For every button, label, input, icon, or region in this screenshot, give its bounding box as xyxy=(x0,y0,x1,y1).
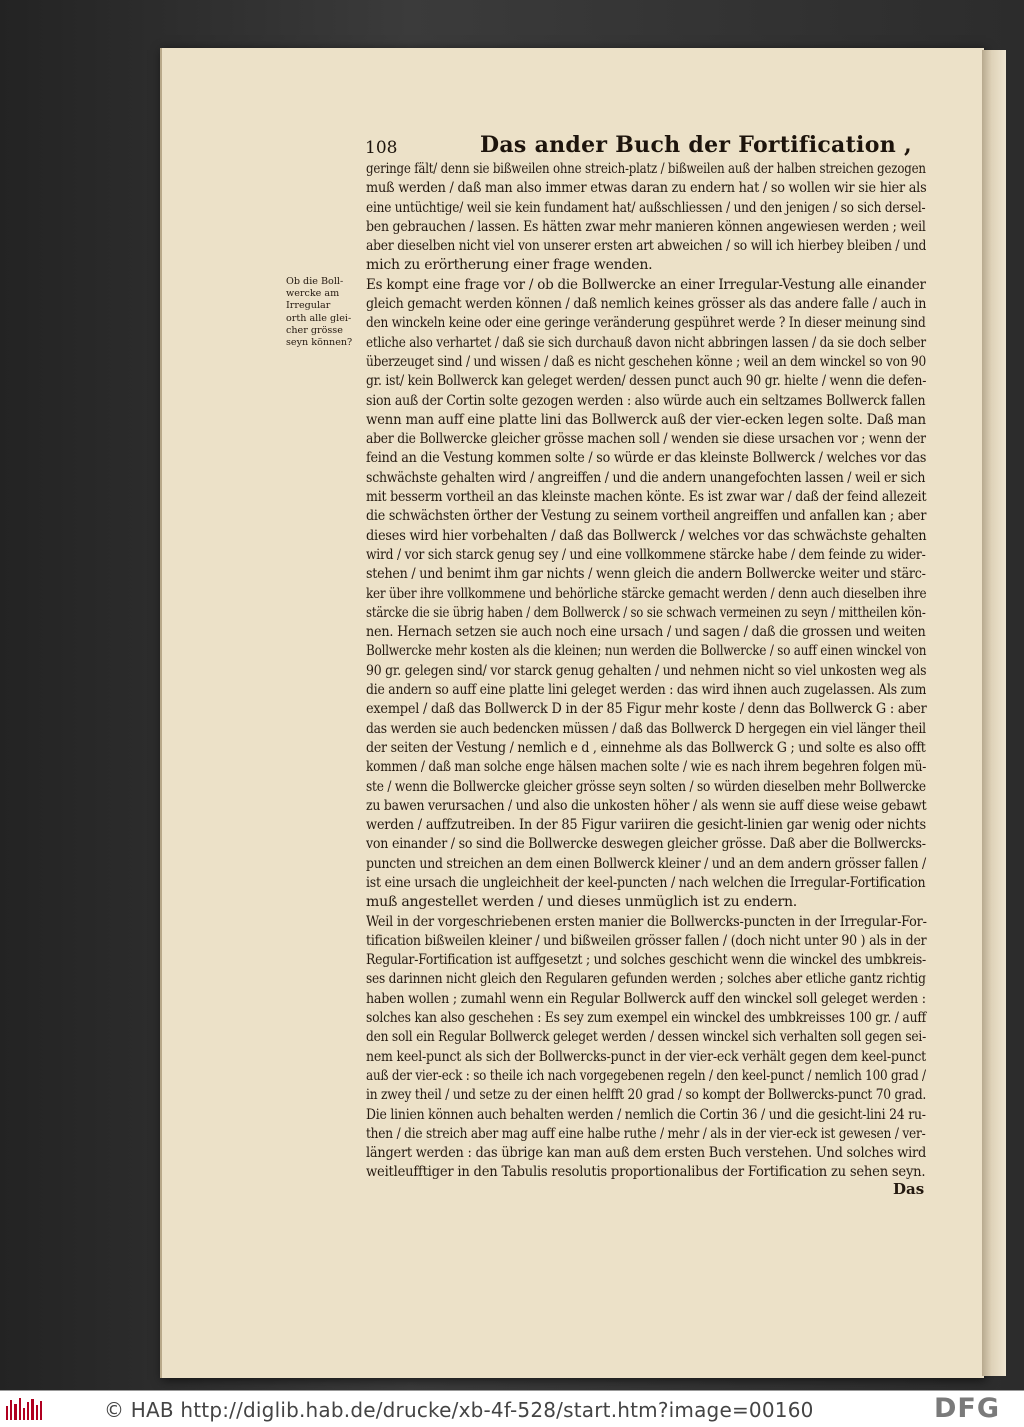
text-line: Es kompt eine frage vor / ob die Bollwercke an einer Irregular-Vestung alle einander xyxy=(366,276,926,293)
margin-note-line: Ob die Boll- xyxy=(286,276,344,287)
text-line: Weil in der vorgeschriebenen ersten manier die Bollwercks-puncten in der Irregular-For- xyxy=(366,913,927,930)
text-line: längert werden : das übrige kan man auß dem ersten Buch verstehen. Und solches wird xyxy=(366,1145,927,1162)
text-line: ste / wenn die Bollwercke gleicher grösse seyn solten / so würden dieselben mehr Bollwercke xyxy=(366,778,926,795)
text-line: geringe fält/ denn sie bißweilen ohne streich-platz / bißweilen auß der halben streichen gezogen xyxy=(366,161,926,177)
text-line: Regular-Fortification ist auffgesetzt ; und solches geschicht wenn die winckel des umbkreis- xyxy=(366,952,927,969)
text-line: aber die Bollwercke gleicher grösse machen soll / wenden sie diese ursachen vor ; wenn der xyxy=(366,431,926,448)
text-line: Die linien können auch behalten werden / nemlich die Cortin 36 / und die gesicht-lini 24 ru- xyxy=(366,1106,926,1123)
text-line: schwächste gehalten wird / angreiffen / und die andern unangefochten lassen / weil er sich xyxy=(366,469,926,486)
text-line: ses darinnen nicht gleich den Regularen gefunden werden ; solches aber etliche gantz richtig xyxy=(366,971,926,988)
page-edge xyxy=(982,50,1006,1376)
text-line: Bollwercke mehr kosten als die kleinen; nun werden die Bollwercke / so auff einen winckel von xyxy=(366,643,927,660)
text-line: aber dieselben nicht viel von unserer ersten art abweichen / so will ich hierbey bleiben / und xyxy=(366,238,927,255)
text-line: then / die streich aber mag auff eine halbe ruthe / mehr / als in der vier-eck ist gewesen / ver- xyxy=(366,1125,926,1142)
text-line: ist eine ursach die ungleichheit der keel-puncten / nach welchen die Irregular-Fortification xyxy=(366,874,926,891)
text-line: etliche also verhartet / daß sie sich durchauß davon nicht abbringen lassen / da sie doch selber xyxy=(366,334,926,351)
text-line: der seiten der Vestung / nemlich e d , einnehme als das Bollwerck G ; und solte es also offt xyxy=(366,739,926,756)
text-line: mit besserm vortheil an das kleinste machen könte. Es ist zwar war / daß der feind allezeit xyxy=(366,489,927,506)
margin-note-line: cher grösse xyxy=(286,324,343,336)
hab-logo-icon[interactable] xyxy=(6,1396,42,1420)
text-line: die andern so auff eine platte lini geleget werden : das wird ihnen auch zugelassen. Als zum xyxy=(366,682,927,699)
text-line: den winckeln keine oder eine geringe veränderung gespühret werde ? In dieser meinung sind xyxy=(366,315,926,332)
running-title: Das ander Buch der Fortification , xyxy=(480,132,912,158)
text-line: ker über ihre vollkommene und behörliche stärcke gemacht werden / denn auch dieselben ihre xyxy=(366,585,927,602)
text-line: nen. Hernach setzen sie auch noch eine ursach / und sagen / daß die grossen und weiten xyxy=(366,624,926,641)
catchword: Das xyxy=(893,1180,925,1198)
text-line: sion auß der Cortin solte gezogen werden : also würde auch ein seltzames Bollwerck fallen xyxy=(366,392,926,409)
margin-note-line: seyn können? xyxy=(286,337,353,349)
margin-note-line: Irregular xyxy=(286,300,331,312)
text-line: mich zu erörtherung einer frage wenden. xyxy=(366,257,653,274)
text-line: überzeuget sind / und wissen / daß es nicht geschehen könne ; weil an dem winckel so von 90 xyxy=(366,353,927,370)
text-line: stehen / und benimt ihm gar nichts / wenn gleich die andern Bollwercke weiter und stärc- xyxy=(366,566,926,583)
page-number: 108 xyxy=(365,138,398,158)
text-line: haben wollen ; zumahl wenn ein Regular Bollwerck auff den winckel soll geleget werden : xyxy=(366,990,926,1007)
text-line: dieses wird hier vorbehalten / daß das Bollwerck / welches vor das schwächste gehalten xyxy=(366,527,927,544)
text-line: 90 gr. gelegen sind/ vor starck genug gehalten / und nehmen nicht so viel unkosten weg als xyxy=(366,662,927,679)
text-line: werden / auffzutreiben. In der 85 Figur variiren die gesicht-linien gar wenig oder nichts xyxy=(366,817,926,834)
text-line: eine untüchtige/ weil sie kein fundament hat/ außschliessen / und den jenigen / so sich dersel- xyxy=(366,199,926,216)
text-line: puncten und streichen an dem einen Bollwerck kleiner / und an dem andern grösser fallen / xyxy=(366,855,926,872)
text-line: das werden sie auch bedencken müssen / daß das Bollwerck D hergegen ein viel länger theil xyxy=(366,720,926,737)
margin-note xyxy=(286,276,366,349)
text-line: kommen / daß man solche enge hälsen machen solte / wie es nach ihrem begehren folgen mü- xyxy=(366,759,927,776)
footer-link[interactable]: © HAB http://diglib.hab.de/drucke/xb-4f-528/start.htm?image=00160 xyxy=(104,1398,814,1422)
text-line: muß werden / daß man also immer etwas daran zu endern hat / so wollen wir sie hier als xyxy=(366,180,927,197)
text-line: tification bißweilen kleiner / und bißweilen grösser fallen / (doch nicht unter 90 ) als in der xyxy=(366,932,927,949)
margin-note-line: wercke am xyxy=(286,288,340,300)
text-line: wird / vor sich starck genug sey / und eine vollkommene stärcke habe / dem feinde zu wider- xyxy=(366,546,926,563)
text-line: solches kan also geschehen : Es sey zum exempel ein winckel des umbkreisses 100 gr. / auff xyxy=(366,1010,927,1027)
text-line: die schwächsten örther der Vestung zu seinem vortheil angreiffen und anfallen kan ; aber xyxy=(366,508,927,525)
text-line: nem keel-punct als sich der Bollwercks-punct in der vier-eck verhält gegen dem keel-punct xyxy=(366,1048,926,1065)
body-text xyxy=(366,160,926,1183)
text-line: zu bawen verursachen / und also die unkosten höher / als wenn sie auff diese weise gebawt xyxy=(366,797,927,814)
text-line: auß der vier-eck : so theile ich nach vorgegebenen regeln / den keel-punct / nemlich 100 grad / xyxy=(366,1067,926,1084)
margin-note-line: orth alle glei- xyxy=(286,312,352,324)
text-line: muß angestellet werden / und dieses unmüglich ist zu endern. xyxy=(366,894,798,911)
text-line: feind an die Vestung kommen solte / so würde er das kleinste Bollwerck / welches vor das xyxy=(366,450,927,467)
text-line: stärcke die sie übrig haben / dem Bollwerck / so sie schwach vermeinen zu seyn / mittheilen kön- xyxy=(366,604,926,621)
text-line: weitleufftiger in den Tabulis resolutis proportionalibus der Fortification zu sehen seyn. xyxy=(366,1164,926,1181)
text-line: gleich gemacht werden können / daß nemlich keines grösser als das andere falle / auch in xyxy=(366,296,927,313)
text-line: ben gebrauchen / lassen. Es hätten zwar mehr manieren können angewiesen werden ; weil xyxy=(366,218,926,235)
text-line: von einander / so sind die Bollwercke deswegen gleicher grösse. Daß aber die Bollwercks- xyxy=(366,836,926,853)
text-line: den soll ein Regular Bollwerck geleget werden / dessen winckel sich verhalten soll gegen sei- xyxy=(366,1029,926,1046)
text-line: exempel / daß das Bollwerck D in der 85 Figur mehr koste / denn das Bollwerck G : aber xyxy=(366,701,927,718)
text-line: in zwey theil / und setze zu der einen helfft 20 grad / so kompt der Bollwercks-punct 70 grad. xyxy=(366,1087,927,1104)
dfg-logo[interactable]: DFG xyxy=(934,1393,1001,1424)
text-line: wenn man auff eine platte lini das Bollwerck auß der vier-ecken legen solte. Daß man xyxy=(366,411,926,428)
text-line: gr. ist/ kein Bollwerck kan geleget werden/ dessen punct auch 90 gr. hielte / wenn die defen- xyxy=(366,373,927,390)
